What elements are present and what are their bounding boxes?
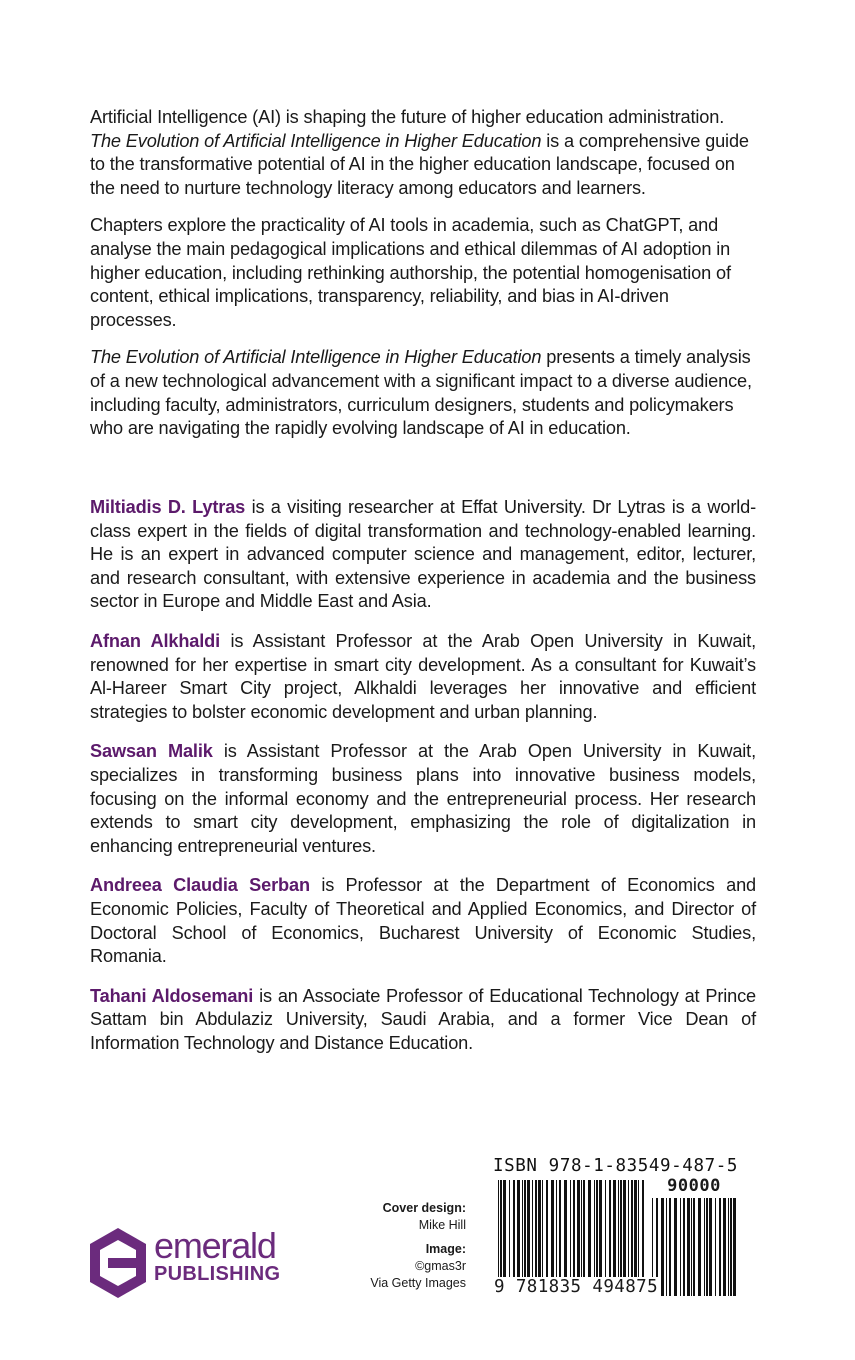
isbn-label: ISBN 978-1-83549-487-5 — [493, 1156, 738, 1176]
back-cover-blurb — [90, 106, 756, 455]
bio-text: is an Associate Professor of Educational Technology at Prince Sattam bin Abdulaziz University, Saudi Arabia, and a former Vice Dean of Information Technology and Distance Education. — [90, 985, 757, 1053]
barcode-bar — [719, 1198, 721, 1296]
barcode-bar — [730, 1198, 732, 1296]
bio-text: is Assistant Professor at the Arab Open University in Kuwait, specializes in transforming business plans into innovative business models, focusing on the informal economy and the entrepreneurial process. Her research extends to smart city development, emphasizing the role of digitalization in enhancing entrepreneurial ventures. — [90, 741, 756, 856]
blurb-paragraph-2: Chapters explore the practicality of AI tools in academia, such as ChatGPT, and analyse the main pedagogical implications and ethical dilemmas of AI adoption in higher education, including rethinking authorship, the potential homogenisation of content, ethical implications, transparency, reliability, and bias in AI-driven processes. — [90, 215, 731, 330]
author-bios — [90, 496, 756, 1071]
barcode-bar — [661, 1198, 664, 1296]
cover-design-label: Cover design: — [382, 1201, 466, 1215]
cover-design-name: Mike Hill — [418, 1218, 466, 1232]
barcode-bar — [687, 1198, 690, 1296]
bio-paragraph — [90, 496, 756, 614]
barcode-bar — [715, 1198, 716, 1296]
bio-author-name: Sawsan Malik — [90, 741, 213, 762]
barcode-bar — [666, 1198, 667, 1296]
bio-author-name: Tahani Aldosemani — [90, 985, 254, 1006]
emerald-hexagon-logo-icon — [86, 1226, 150, 1300]
image-label: Image: — [425, 1242, 466, 1256]
bio-author-name: Miltiadis D. Lytras — [90, 497, 246, 517]
barcode-bar — [674, 1198, 677, 1296]
bio-author-name: Afnan Alkhaldi — [90, 630, 221, 651]
blurb-paragraph-3 — [90, 346, 756, 440]
barcode-bar — [704, 1198, 705, 1296]
bio-text: is Assistant Professor at the Arab Open University in Kuwait, renowned for her expertise in smart city development. As a consultant for Kuwait’s Al-Hareer Smart City project, Alkhaldi leverages her innovative and efficient strategies to bolster economic development and urban planning. — [90, 630, 756, 722]
barcode-bar — [728, 1198, 729, 1296]
barcode-bar — [691, 1198, 692, 1296]
cover-credits — [330, 1200, 466, 1292]
image-credit-1: ©gmas3r — [415, 1259, 466, 1273]
blurb-p1-start: Artificial Intelligence (AI) is shaping the future of higher education administration. — [90, 107, 725, 127]
barcode-bar — [698, 1198, 701, 1296]
bio-text: is a visiting researcher at Effat University. Dr Lytras is a world-class expert in the fields of digital transformation and technology-enabled learning. He is an expert in advanced computer science and management, editor, lecturer, and research consultant, with extensive experience in academia and the business sector in Europe and Middle East and Asia. — [90, 497, 757, 612]
bio-author-name: Andreea Claudia Serban — [90, 875, 310, 896]
image-credit-2: Via Getty Images — [370, 1276, 466, 1290]
barcode-bar — [723, 1198, 726, 1296]
barcode-bar — [709, 1198, 712, 1296]
blurb-p1-end: is a comprehensive guide to the transformative potential of AI in the higher education landscape, focused on the need to nurture technology literacy among educators and learners. — [90, 130, 749, 198]
addon-barcode-bars — [652, 1198, 736, 1296]
blurb-paragraph-1 — [90, 106, 756, 200]
addon-price-digits: 90000 — [667, 1176, 721, 1196]
emerald-publishing-logo — [86, 1226, 306, 1300]
barcode-bar — [683, 1198, 685, 1296]
barcode-bar — [706, 1198, 708, 1296]
barcode-bar — [669, 1198, 671, 1296]
barcode-bar — [693, 1198, 695, 1296]
book-title-italic-2: The Evolution of Artificial Intelligence in Higher Education — [90, 347, 542, 368]
book-title-italic: The Evolution of Artificial Intelligence in Higher Education — [90, 130, 542, 151]
logo-subword: PUBLISHING — [154, 1263, 281, 1285]
logo-word: emerald — [154, 1225, 276, 1266]
bio-text: is Professor at the Department of Economics and Economic Policies, Faculty of Theoretical and Applied Economics, and Director of Doctoral School of Economics, Bucharest University of Economic Studies, Romania. — [90, 875, 756, 967]
barcode-bar — [733, 1198, 736, 1296]
logo-wordmark — [154, 1226, 280, 1286]
ean-digits: 9 781835 494875 — [494, 1277, 659, 1297]
bio-paragraph — [90, 985, 756, 1056]
bio-paragraph — [90, 874, 756, 968]
blurb-p3-end: presents a timely analysis of a new technological advancement with a significant impact to a diverse audience, including faculty, administrators, curriculum designers, students and policymakers who are navigating the rapidly evolving landscape of AI in education. — [90, 347, 752, 439]
bio-paragraph — [90, 630, 756, 724]
barcode-bar — [680, 1198, 681, 1296]
bio-paragraph — [90, 740, 756, 858]
